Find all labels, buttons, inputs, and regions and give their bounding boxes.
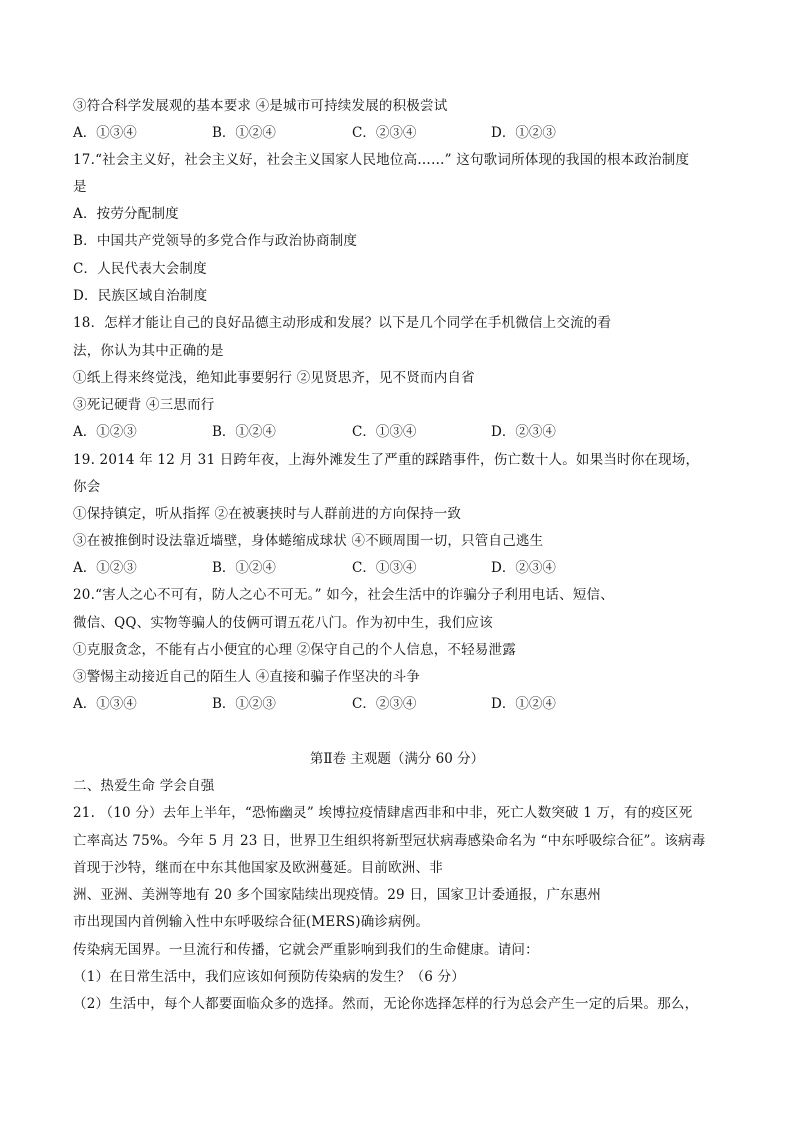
q17-option-a: A．按劳分配制度 [73,206,179,222]
q16-option-a: A．①③④ [73,125,137,141]
q20-stem-line-2: 微信、QQ、实物等骗人的伎俩可谓五花八门。作为初中生，我们应该 [73,615,493,631]
q21-paragraph-line-6: 传染病无国界。一旦流行和传播，它就会严重影响到我们的生命健康。请问： [73,942,539,958]
q20-statements-2: ③警惕主动接近自己的陌生人 ④直接和骗子作坚决的斗争 [73,669,420,685]
q17-option-b: B．中国共产党领导的多党合作与政治协商制度 [73,233,358,249]
q19-option-a: A．①②③ [73,560,137,576]
q20-option-b: B．①②③ [212,696,276,712]
q19-statements-1: ①保持镇定，听从指挥 ②在被裹挟时与人群前进的方向保持一致 [73,506,462,522]
q21-paragraph-line-5: 市出现国内首例输入性中东呼吸综合征(MERS)确诊病例。 [73,914,430,930]
q17-option-d: D．民族区域自治制度 [73,288,208,304]
q17-option-c: C．人民代表大会制度 [73,261,207,277]
q19-stem-line-1: 19. 2014 年 12 月 31 日跨年夜，上海外滩发生了严重的踩踏事件，伤亡数十人。如果当时你在现场， [73,452,700,468]
q19-stem-line-2: 你会 [73,479,101,495]
q18-option-d: D．②③④ [491,424,556,440]
q20-option-c: C．②③④ [352,696,417,712]
q16-option-b: B．①②④ [212,125,276,141]
q21-subquestion-1: （1）在日常生活中，我们应该如何预防传染病的发生？（6 分） [73,969,465,985]
q18-option-a: A．①②③ [73,424,137,440]
q19-option-c: C．①③④ [352,560,417,576]
section-title: 第Ⅱ卷 主观题（满分 60 分） [309,751,485,767]
q19-option-d: D．②③④ [491,560,556,576]
q21-paragraph-line-4: 洲、亚洲、美洲等地有 20 多个国家陆续出现疫情。29 日，国家卫计委通报，广东惠州 [73,887,602,903]
part-heading: 二、热爱生命 学会自强 [73,778,215,794]
q16-option-c: C．②③④ [352,125,417,141]
q19-option-b: B．①②④ [212,560,276,576]
q21-subquestion-2: （2）生活中，每个人都要面临众多的选择。然而，无论你选择怎样的行为总会产生一定的后果。那么， [73,996,699,1012]
q21-paragraph-line-2: 亡率高达 75%。今年 5 月 23 日，世界卫生组织将新型冠状病毒感染命名为 “中东呼吸综合征”。该病毒 [73,833,706,849]
q17-stem-line-1: 17.“社会主义好，社会主义好，社会主义国家人民地位高……” 这句歌词所体现的我国的根本政治制度 [73,152,690,168]
q18-stem-line-1: 18．怎样才能让自己的良好品德主动形成和发展？以下是几个同学在手机微信上交流的看 [73,315,612,331]
q20-option-a: A．①③④ [73,696,137,712]
q20-option-d: D．①②④ [491,696,556,712]
q18-option-b: B．①②④ [212,424,276,440]
q21-paragraph-line-1: 21. （10 分）去年上半年，“恐怖幽灵” 埃博拉疫情肆虐西非和中非，死亡人数突破 1 万，有的疫区死 [73,805,693,821]
q18-option-c: C．①③④ [352,424,417,440]
q16-option-d: D．①②③ [491,125,556,141]
q21-paragraph-line-3: 首现于沙特，继而在中东其他国家及欧洲蔓延。目前欧洲、非 [73,860,443,876]
q19-statements-2: ③在被推倒时设法靠近墙壁，身体蜷缩成球状 ④不顾周围一切，只管自己逃生 [73,533,544,549]
q18-statements-2: ③死记硬背 ④三思而行 [73,397,215,413]
q20-stem-line-1: 20.“害人之心不可有，防人之心不可无。” 如今，社会生活中的诈骗分子利用电话、短信、 [73,587,614,603]
q17-stem-line-2: 是 [73,179,87,195]
q16-statement-line: ③符合科学发展观的基本要求 ④是城市可持续发展的积极尝试 [73,98,448,114]
q18-stem-line-2: 法，你认为其中正确的是 [73,343,224,359]
q18-statements-1: ①纸上得来终觉浅，绝知此事要躬行 ②见贤思齐，见不贤而内自省 [73,370,475,386]
q20-statements-1: ①克服贪念，不能有占小便宜的心理 ②保守自己的个人信息，不轻易泄露 [73,642,516,658]
